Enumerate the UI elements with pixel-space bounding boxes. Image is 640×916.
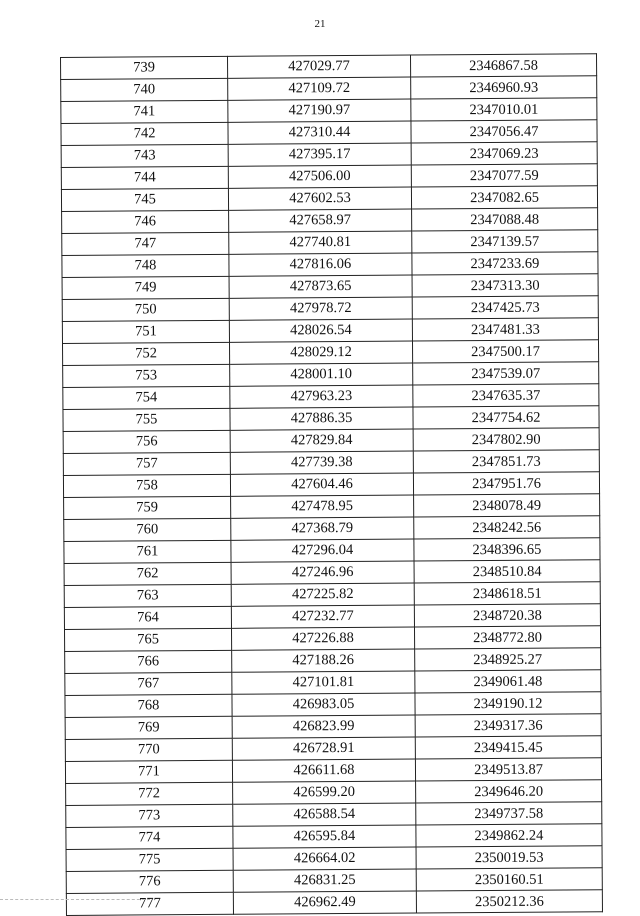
y-coordinate-cell: 2347754.62 <box>413 406 599 429</box>
table-row <box>64 604 600 630</box>
x-coordinate-cell: 427226.88 <box>231 627 414 650</box>
table-row <box>66 868 602 894</box>
table-row <box>62 230 598 256</box>
point-number-cell: 764 <box>64 606 231 629</box>
point-number-cell: 762 <box>64 562 231 585</box>
x-coordinate-cell: 427225.82 <box>231 583 414 606</box>
point-number-cell: 773 <box>66 804 233 827</box>
point-number-cell: 743 <box>61 144 228 167</box>
point-number-cell: 765 <box>64 628 231 651</box>
x-coordinate-cell: 427109.72 <box>228 77 411 100</box>
y-coordinate-cell: 2347056.47 <box>411 120 597 143</box>
point-number-cell: 756 <box>63 430 230 453</box>
y-coordinate-cell: 2348078.49 <box>414 494 600 517</box>
x-coordinate-cell: 428001.10 <box>230 363 413 386</box>
y-coordinate-cell: 2348720.38 <box>414 604 600 627</box>
x-coordinate-cell: 427604.46 <box>230 473 413 496</box>
x-coordinate-cell: 427506.00 <box>228 165 411 188</box>
table-row <box>64 538 600 564</box>
x-coordinate-cell: 427963.23 <box>230 385 413 408</box>
scan-artifact <box>0 899 150 903</box>
x-coordinate-cell: 427395.17 <box>228 143 411 166</box>
table-row <box>64 494 600 520</box>
table-row <box>62 274 598 300</box>
x-coordinate-cell: 427602.53 <box>228 187 411 210</box>
table-row <box>65 758 601 784</box>
y-coordinate-cell: 2349737.58 <box>416 802 602 825</box>
y-coordinate-cell: 2348772.80 <box>414 626 600 649</box>
table-row <box>62 208 598 234</box>
x-coordinate-cell: 427246.96 <box>231 561 414 584</box>
point-number-cell: 754 <box>63 386 230 409</box>
point-number-cell: 761 <box>64 540 231 563</box>
table-row <box>64 582 600 608</box>
table-row <box>61 164 597 190</box>
point-number-cell: 746 <box>62 210 229 233</box>
y-coordinate-cell: 2347851.73 <box>413 450 599 473</box>
point-number-cell: 760 <box>64 518 231 541</box>
x-coordinate-cell: 426831.25 <box>233 869 416 892</box>
point-number-cell: 749 <box>62 276 229 299</box>
point-number-cell: 750 <box>62 298 229 321</box>
y-coordinate-cell: 2347082.65 <box>411 186 597 209</box>
y-coordinate-cell: 2349190.12 <box>415 692 601 715</box>
table-row <box>65 648 601 674</box>
table-row <box>61 76 597 102</box>
point-number-cell: 774 <box>66 826 233 849</box>
table-row <box>62 318 598 344</box>
x-coordinate-cell: 426728.91 <box>232 737 415 760</box>
table-row <box>63 340 599 366</box>
y-coordinate-cell: 2350160.51 <box>416 868 602 891</box>
point-number-cell: 776 <box>66 870 233 893</box>
y-coordinate-cell: 2348925.27 <box>415 648 601 671</box>
y-coordinate-cell: 2347951.76 <box>413 472 599 495</box>
table-row <box>62 296 598 322</box>
x-coordinate-cell: 427739.38 <box>230 451 413 474</box>
table-row <box>66 824 602 850</box>
table-row <box>63 406 599 432</box>
y-coordinate-cell: 2348618.51 <box>414 582 600 605</box>
point-number-cell: 757 <box>63 452 230 475</box>
point-number-cell: 768 <box>65 694 232 717</box>
table-row <box>64 560 600 586</box>
x-coordinate-cell: 426611.68 <box>232 759 415 782</box>
table-row <box>61 98 597 124</box>
coordinates-table-body <box>61 54 603 916</box>
table-row <box>63 428 599 454</box>
x-coordinate-cell: 428026.54 <box>229 319 412 342</box>
table-row <box>61 142 597 168</box>
y-coordinate-cell: 2346960.93 <box>411 76 597 99</box>
x-coordinate-cell: 426664.02 <box>233 847 416 870</box>
y-coordinate-cell: 2347539.07 <box>413 362 599 385</box>
y-coordinate-cell: 2347500.17 <box>412 340 598 363</box>
table-row <box>63 472 599 498</box>
x-coordinate-cell: 427101.81 <box>232 671 415 694</box>
table-row <box>64 626 600 652</box>
y-coordinate-cell: 2349513.87 <box>415 758 601 781</box>
y-coordinate-cell: 2346867.58 <box>410 54 596 77</box>
point-number-cell: 775 <box>66 848 233 871</box>
x-coordinate-cell: 426595.84 <box>233 825 416 848</box>
table-row <box>63 384 599 410</box>
x-coordinate-cell: 427978.72 <box>229 297 412 320</box>
y-coordinate-cell: 2348396.65 <box>414 538 600 561</box>
x-coordinate-cell: 427188.26 <box>232 649 415 672</box>
y-coordinate-cell: 2347088.48 <box>412 208 598 231</box>
coordinates-table <box>60 53 603 916</box>
point-number-cell: 739 <box>61 56 228 79</box>
x-coordinate-cell: 427296.04 <box>231 539 414 562</box>
point-number-cell: 772 <box>66 782 233 805</box>
x-coordinate-cell: 426962.49 <box>233 891 416 914</box>
y-coordinate-cell: 2349317.36 <box>415 714 601 737</box>
x-coordinate-cell: 427232.77 <box>231 605 414 628</box>
point-number-cell: 763 <box>64 584 231 607</box>
y-coordinate-cell: 2347233.69 <box>412 252 598 275</box>
x-coordinate-cell: 427190.97 <box>228 99 411 122</box>
x-coordinate-cell: 426983.05 <box>232 693 415 716</box>
point-number-cell: 745 <box>61 188 228 211</box>
y-coordinate-cell: 2348242.56 <box>414 516 600 539</box>
y-coordinate-cell: 2347077.59 <box>411 164 597 187</box>
table-row <box>65 692 601 718</box>
point-number-cell: 769 <box>65 716 232 739</box>
table-row <box>62 252 598 278</box>
point-number-cell: 758 <box>63 474 230 497</box>
table-row <box>64 516 600 542</box>
point-number-cell: 777 <box>66 892 233 915</box>
x-coordinate-cell: 427740.81 <box>229 231 412 254</box>
point-number-cell: 747 <box>62 232 229 255</box>
point-number-cell: 740 <box>61 78 228 101</box>
point-number-cell: 770 <box>65 738 232 761</box>
y-coordinate-cell: 2347481.33 <box>412 318 598 341</box>
x-coordinate-cell: 426599.20 <box>233 781 416 804</box>
point-number-cell: 741 <box>61 100 228 123</box>
table-row <box>61 186 597 212</box>
point-number-cell: 751 <box>62 320 229 343</box>
point-number-cell: 753 <box>63 364 230 387</box>
x-coordinate-cell: 427816.06 <box>229 253 412 276</box>
point-number-cell: 744 <box>61 166 228 189</box>
page-number: 21 <box>314 18 326 30</box>
x-coordinate-cell: 427310.44 <box>228 121 411 144</box>
y-coordinate-cell: 2347802.90 <box>413 428 599 451</box>
y-coordinate-cell: 2347139.57 <box>412 230 598 253</box>
y-coordinate-cell: 2347010.01 <box>411 98 597 121</box>
y-coordinate-cell: 2349646.20 <box>416 780 602 803</box>
point-number-cell: 742 <box>61 122 228 145</box>
table-row <box>66 846 602 872</box>
y-coordinate-cell: 2349415.45 <box>415 736 601 759</box>
x-coordinate-cell: 427886.35 <box>230 407 413 430</box>
y-coordinate-cell: 2349862.24 <box>416 824 602 847</box>
table-row <box>61 120 597 146</box>
point-number-cell: 771 <box>65 760 232 783</box>
x-coordinate-cell: 427658.97 <box>229 209 412 232</box>
table-row <box>61 54 597 80</box>
table-row <box>66 780 602 806</box>
table-row <box>65 670 601 696</box>
point-number-cell: 766 <box>65 650 232 673</box>
table-row <box>65 714 601 740</box>
point-number-cell: 752 <box>63 342 230 365</box>
y-coordinate-cell: 2350019.53 <box>416 846 602 869</box>
point-number-cell: 748 <box>62 254 229 277</box>
point-number-cell: 759 <box>64 496 231 519</box>
table-row <box>66 802 602 828</box>
y-coordinate-cell: 2349061.48 <box>415 670 601 693</box>
y-coordinate-cell: 2350212.36 <box>416 890 602 913</box>
x-coordinate-cell: 427478.95 <box>231 495 414 518</box>
y-coordinate-cell: 2348510.84 <box>414 560 600 583</box>
x-coordinate-cell: 426588.54 <box>233 803 416 826</box>
table-row <box>65 736 601 762</box>
x-coordinate-cell: 427368.79 <box>231 517 414 540</box>
x-coordinate-cell: 426823.99 <box>232 715 415 738</box>
y-coordinate-cell: 2347635.37 <box>413 384 599 407</box>
table-row <box>63 362 599 388</box>
point-number-cell: 767 <box>65 672 232 695</box>
x-coordinate-cell: 428029.12 <box>229 341 412 364</box>
x-coordinate-cell: 427029.77 <box>227 55 410 78</box>
x-coordinate-cell: 427873.65 <box>229 275 412 298</box>
y-coordinate-cell: 2347313.30 <box>412 274 598 297</box>
x-coordinate-cell: 427829.84 <box>230 429 413 452</box>
y-coordinate-cell: 2347425.73 <box>412 296 598 319</box>
table-row <box>63 450 599 476</box>
y-coordinate-cell: 2347069.23 <box>411 142 597 165</box>
point-number-cell: 755 <box>63 408 230 431</box>
